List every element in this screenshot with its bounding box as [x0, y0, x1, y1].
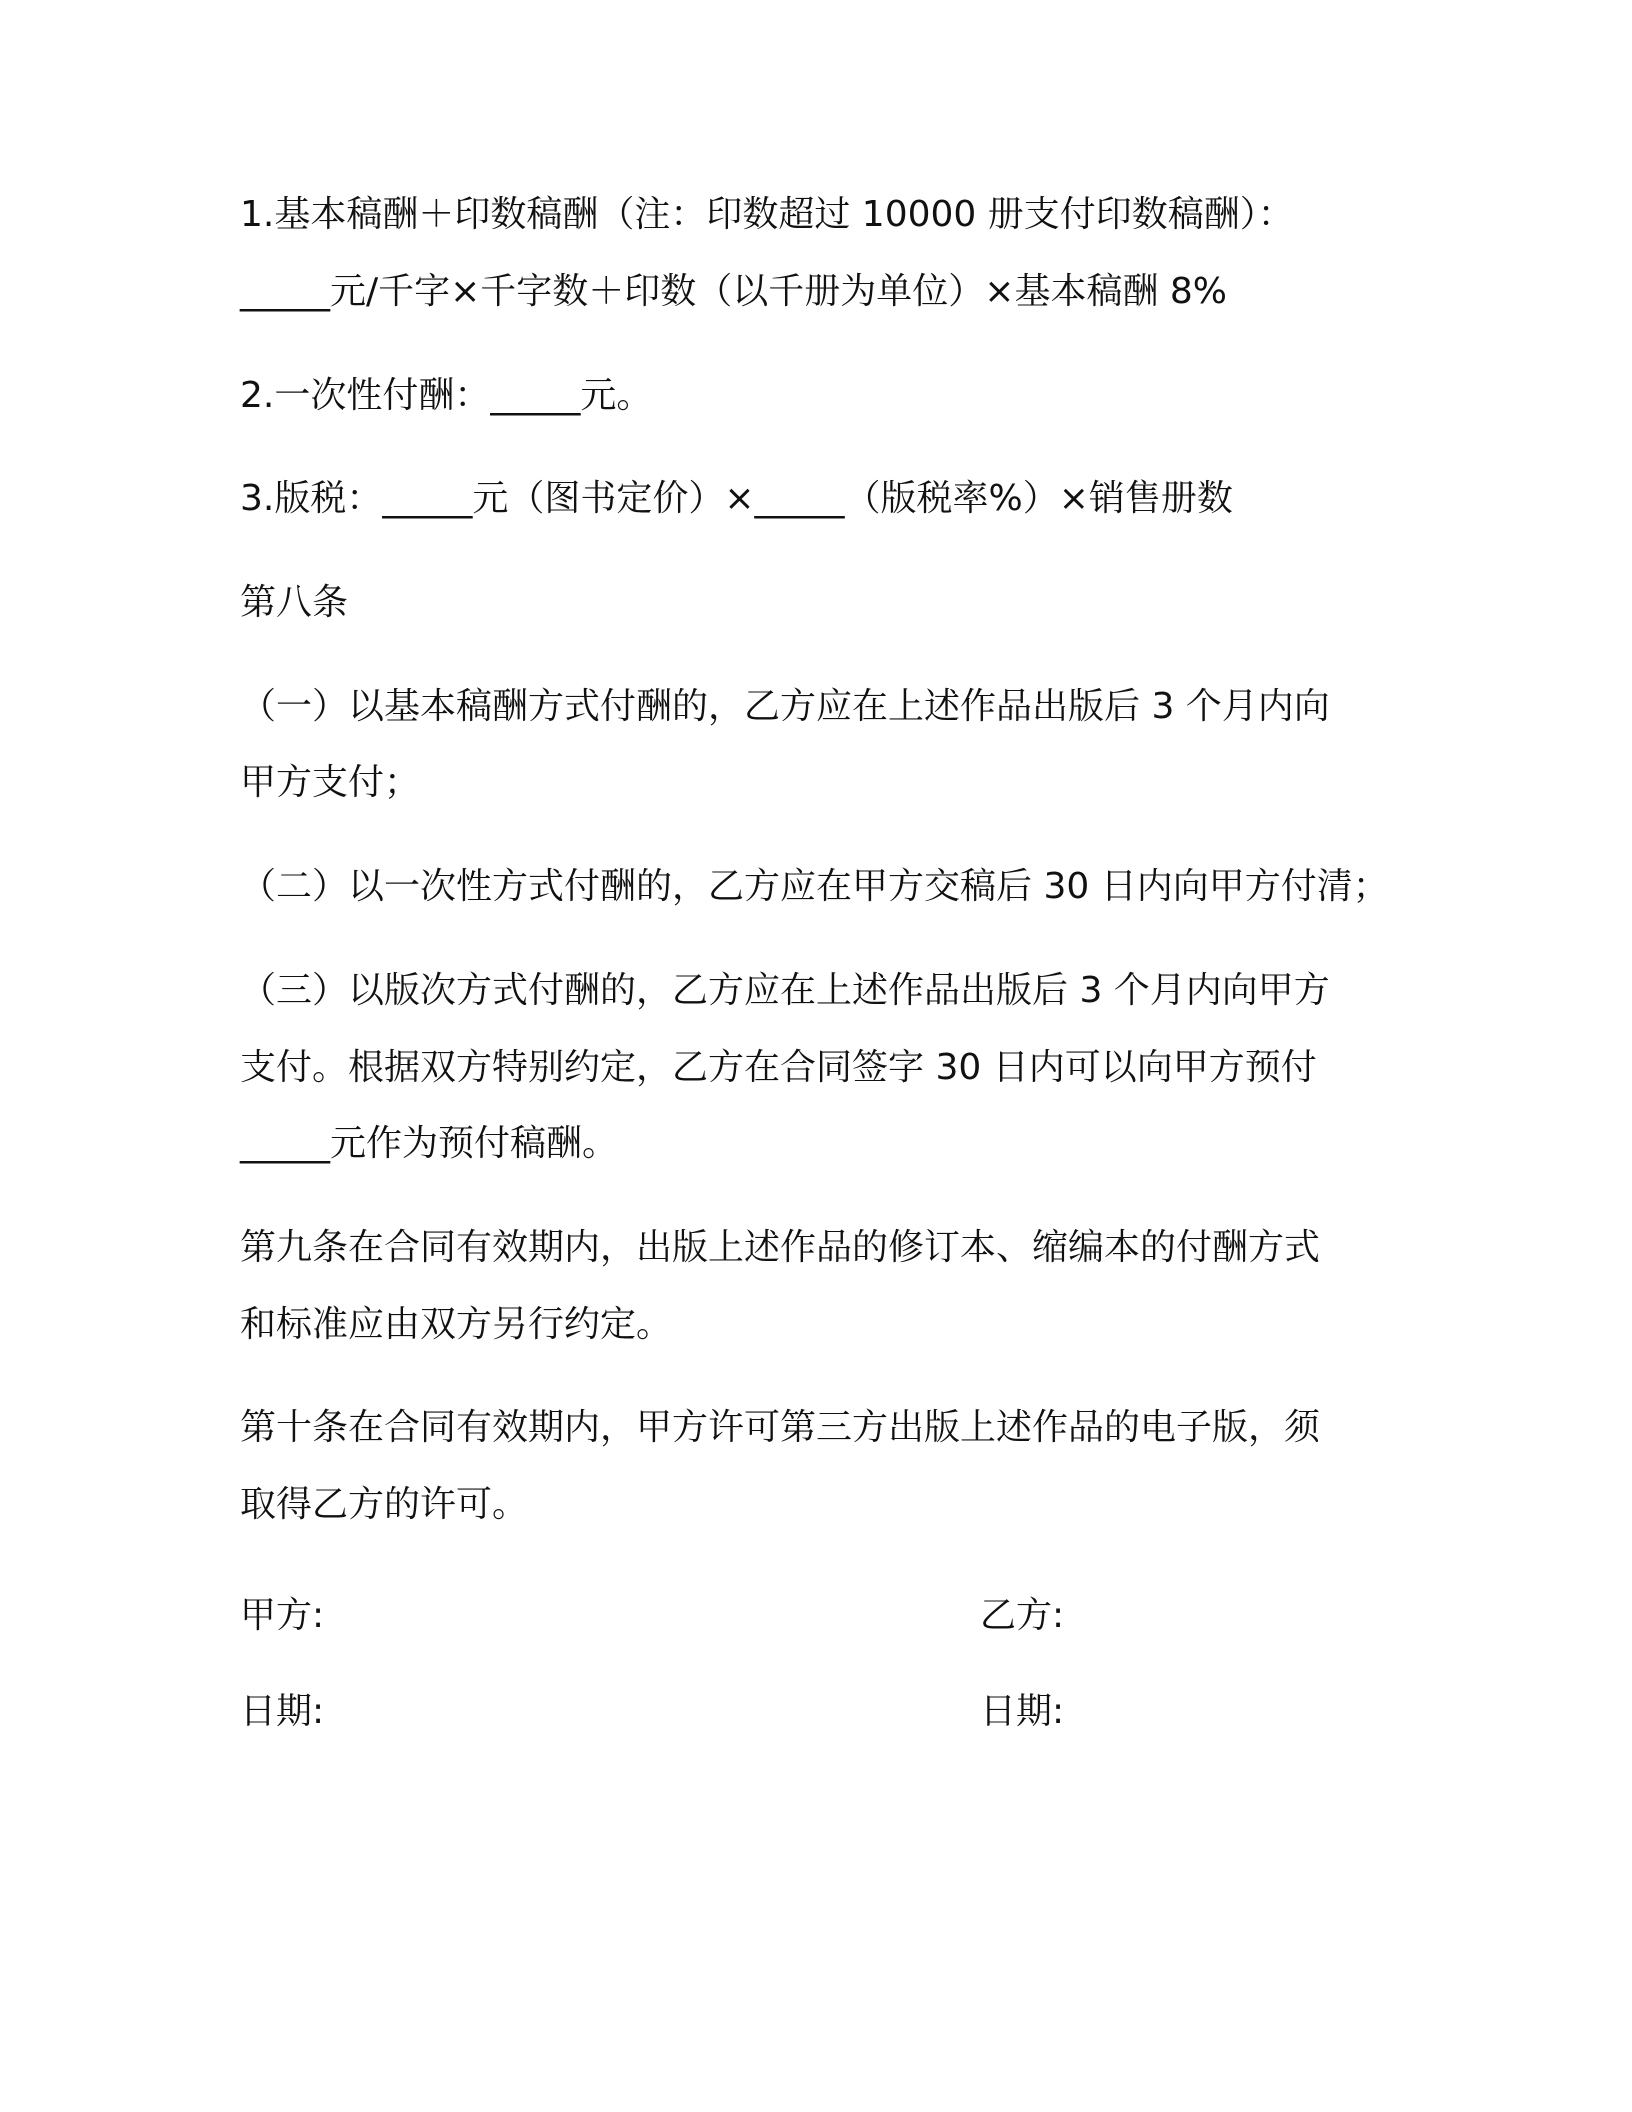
article8-clause3-line2: 支付。根据双方特别约定，乙方在合同签字 30 日内可以向甲方预付 — [240, 1047, 1317, 1088]
party-a-label: 甲方: — [240, 1595, 325, 1636]
article9-line1: 第九条在合同有效期内，出版上述作品的修订本、缩编本的付酬方式 — [240, 1227, 1321, 1268]
article8-clause1-line1: （一）以基本稿酬方式付酬的，乙方应在上述作品出版后 3 个月内向 — [240, 686, 1330, 727]
article8-clause2: （二）以一次性方式付酬的，乙方应在甲方交稿后 30 日内向甲方付清； — [240, 866, 1389, 907]
item2-text: 2.一次性付酬：_____元。 — [240, 375, 653, 416]
article8-clause1-line2: 甲方支付； — [240, 762, 421, 803]
article8-clause3-line3: _____元作为预付稿酬。 — [240, 1123, 619, 1164]
date-a-label: 日期: — [240, 1691, 325, 1732]
date-b-label: 日期: — [980, 1691, 1065, 1732]
item3-text: 3.版税：_____元（图书定价）×_____（版税率%）×销售册数 — [240, 478, 1233, 519]
article10-line1: 第十条在合同有效期内，甲方许可第三方出版上述作品的电子版，须 — [240, 1407, 1321, 1448]
article8-heading: 第八条 — [240, 582, 349, 623]
item1-line2: _____元/千字×千字数＋印数（以千册为单位）×基本稿酬 8% — [240, 271, 1228, 312]
article9-line2: 和标准应由双方另行约定。 — [240, 1304, 673, 1345]
party-b-label: 乙方: — [980, 1595, 1065, 1636]
article8-clause3-line1: （三）以版次方式付酬的，乙方应在上述作品出版后 3 个月内向甲方 — [240, 970, 1330, 1011]
article10-line2: 取得乙方的许可。 — [240, 1484, 529, 1525]
item1-line1: 1.基本稿酬＋印数稿酬（注：印数超过 10000 册支付印数稿酬）： — [240, 194, 1294, 235]
